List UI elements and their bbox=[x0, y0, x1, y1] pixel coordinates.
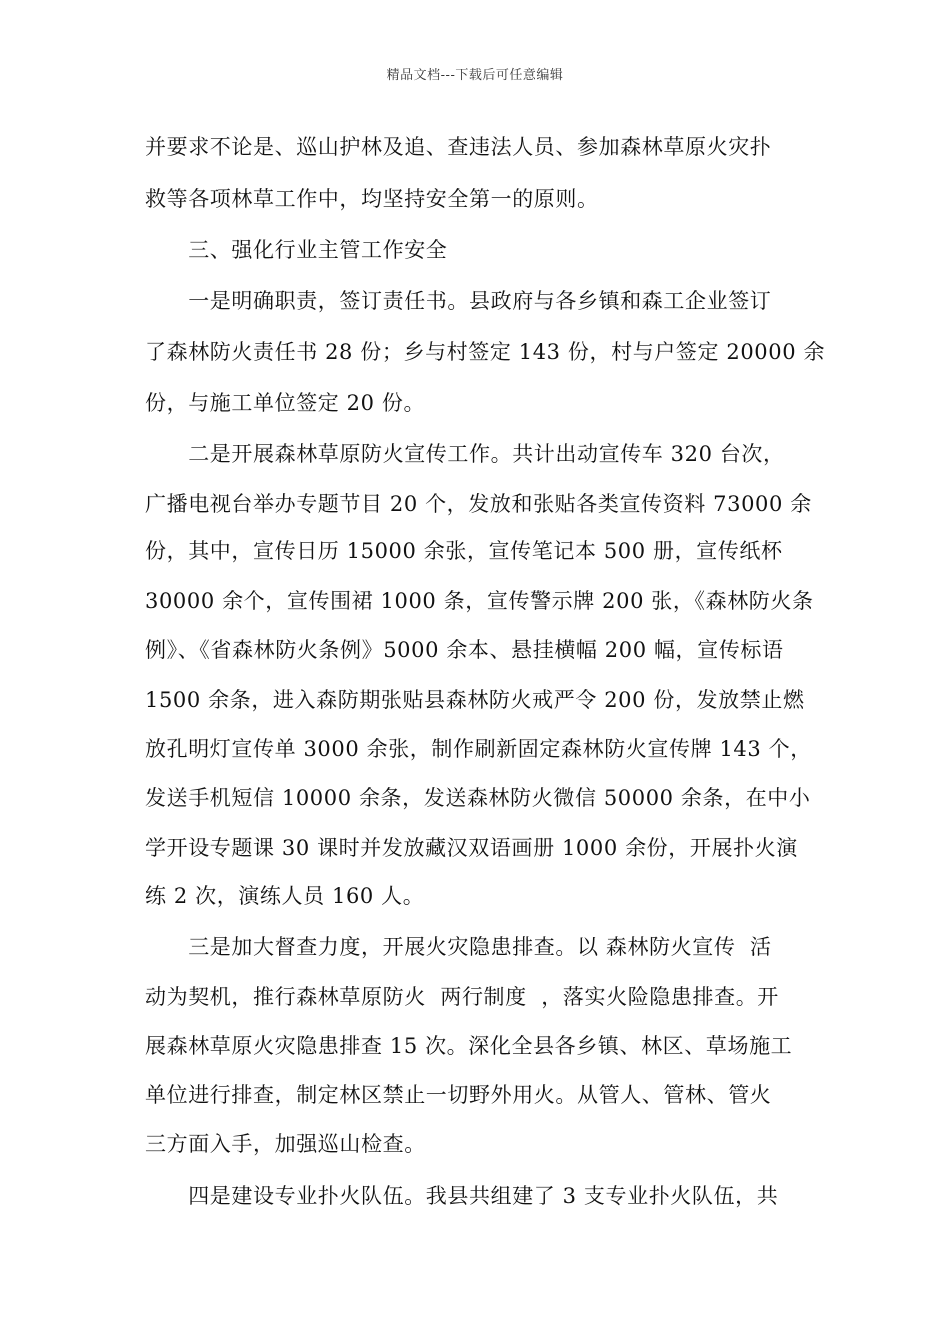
text-line: 并要求不论是、巡山护林及追、查违法人员、参加森林草原火灾扑 bbox=[145, 135, 772, 159]
page-header: 精品文档---下载后可任意编辑 bbox=[386, 68, 564, 83]
text-line: 三是加大督查力度，开展火灾隐患排查。以 森林防火宣传 活 bbox=[145, 935, 772, 959]
text-line: 广播电视台举办专题节目 20 个，发放和张贴各类宣传资料 73000 余 bbox=[145, 492, 812, 516]
text-line: 练 2 次，演练人员 160 人。 bbox=[145, 884, 425, 908]
text-line: 展森林草原火灾隐患排查 15 次。深化全县各乡镇、林区、草场施工 bbox=[145, 1034, 793, 1058]
text-line: 了森林防火责任书 28 份；乡与村签定 143 份，村与户签定 20000 余 bbox=[145, 340, 826, 364]
text-line: 四是建设专业扑火队伍。我县共组建了 3 支专业扑火队伍，共 bbox=[145, 1184, 779, 1208]
text-line: 份，与施工单位签定 20 份。 bbox=[145, 391, 426, 415]
text-line: 放孔明灯宣传单 3000 余张，制作刷新固定森林防火宣传牌 143 个， bbox=[145, 737, 812, 761]
text-line: 份，其中，宣传日历 15000 余张，宣传笔记本 500 册，宣传纸杯 bbox=[145, 539, 783, 563]
text-line: 学开设专题课 30 课时并发放藏汉双语画册 1000 余份，开展扑火演 bbox=[145, 836, 798, 860]
text-line: 二是开展森林草原防火宣传工作。共计出动宣传车 320 台次， bbox=[145, 442, 785, 466]
text-line: 例》、《省森林防火条例》5000 余本、悬挂横幅 200 幅，宣传标语 bbox=[145, 638, 784, 662]
text-line: 一是明确职责，签订责任书。县政府与各乡镇和森工企业签订 bbox=[145, 289, 772, 313]
text-line: 30000 余个，宣传围裙 1000 条，宣传警示牌 200 张，《森林防火条 bbox=[145, 589, 814, 613]
text-line: 动为契机，推行森林草原防火 两行制度 ，落实火险隐患排查。开 bbox=[145, 985, 779, 1009]
text-line: 三、强化行业主管工作安全 bbox=[145, 238, 448, 262]
text-line: 三方面入手，加强巡山检查。 bbox=[145, 1132, 426, 1156]
text-line: 救等各项林草工作中，均坚持安全第一的原则。 bbox=[145, 187, 599, 211]
text-line: 单位进行排查，制定林区禁止一切野外用火。从管人、管林、管火 bbox=[145, 1083, 772, 1107]
text-line: 发送手机短信 10000 余条，发送森林防火微信 50000 余条，在中小 bbox=[145, 786, 811, 810]
text-line: 1500 余条，进入森防期张贴县森林防火戒严令 200 份，发放禁止燃 bbox=[145, 688, 805, 712]
